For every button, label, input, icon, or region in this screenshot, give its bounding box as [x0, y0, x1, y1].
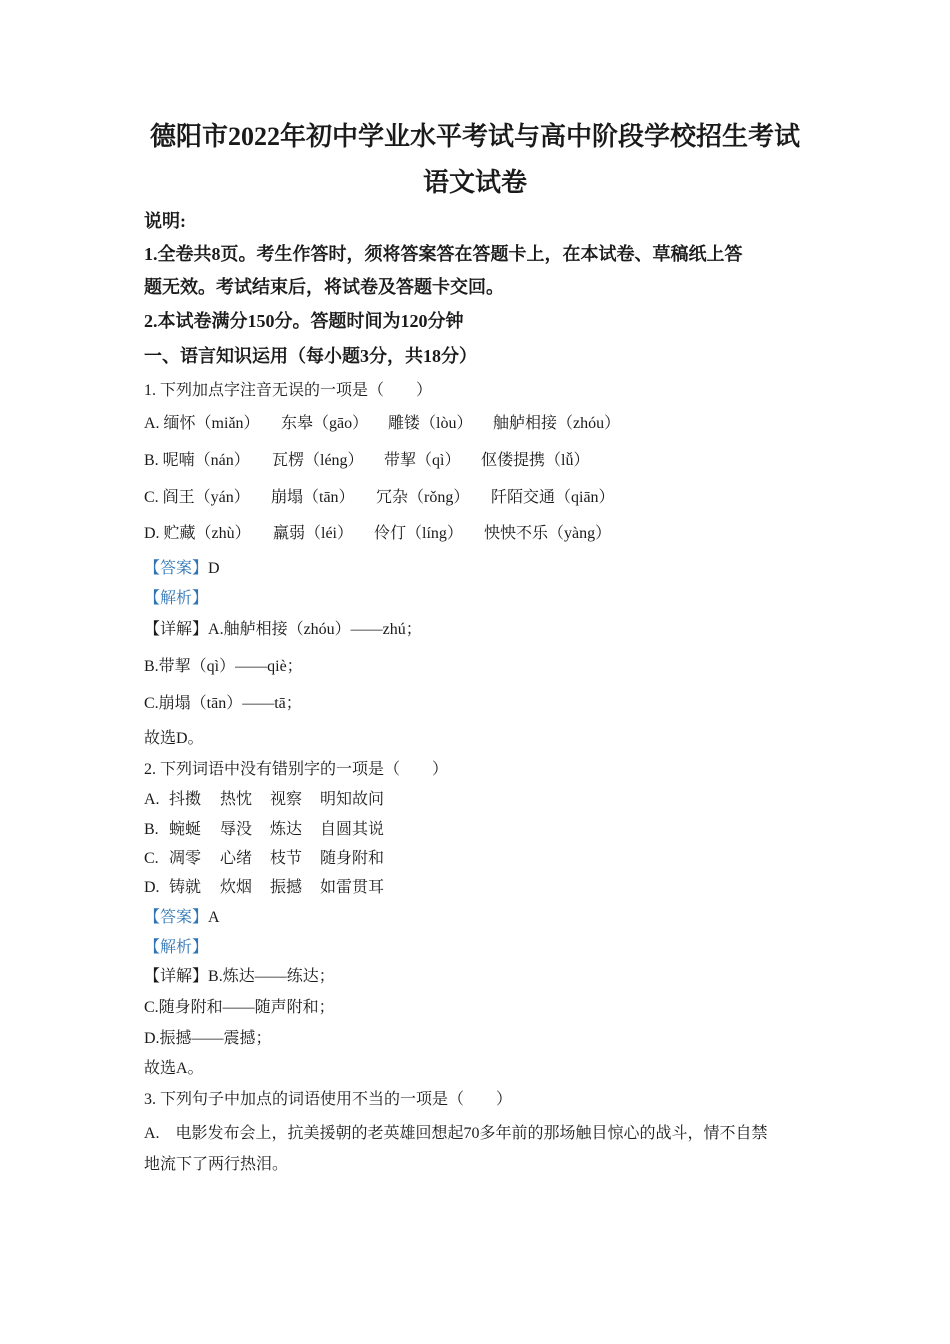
q1-d-3: 伶仃（líng） [374, 525, 463, 542]
q2-c-1: 凋零 [169, 850, 202, 867]
q2-a-1: 抖擞 [169, 791, 202, 808]
q2-b-2: 辱没 [220, 821, 253, 838]
q1-answer-tag: 【答案】 [144, 560, 209, 577]
q2-a-2: 热忱 [220, 791, 253, 808]
q1-c-1: C. 阎王（yán） [144, 489, 250, 506]
exam-title: 德阳市2022年初中学业水平考试与高中阶段学校招生考试 [149, 122, 800, 151]
exam-subtitle: 语文试卷 [422, 168, 527, 197]
section-1-heading: 一、语言知识运用（每小题3分，共18分） [144, 346, 477, 366]
q2-c-2: 心绪 [220, 850, 253, 867]
q2-detail-tag: 【详解】 [144, 968, 209, 985]
q1-detail-1 [144, 616, 824, 639]
q1-option-c [144, 484, 824, 507]
q2-conclusion: 故选A。 [144, 1060, 204, 1077]
q2-analysis-tag: 【解析】 [144, 939, 209, 956]
q2-option-b [144, 816, 824, 839]
q1-b-4: 伛偻提携（lǚ） [481, 452, 590, 469]
q1-conclusion: 故选D。 [144, 730, 204, 747]
q2-detail-2: C.随身附和——随声附和； [144, 999, 335, 1016]
q2-c-4: 随身附和 [320, 850, 385, 867]
note-1-line-2: 题无效。考试结束后，将试卷及答题卡交回。 [144, 277, 504, 297]
q2-b-4: 自圆其说 [320, 821, 385, 838]
q2-b-label: B. [144, 821, 159, 838]
q1-c-3: 冗杂（rǒng） [376, 489, 470, 506]
q2-d-3: 振撼 [270, 879, 303, 896]
q2-a-3: 视察 [270, 791, 303, 808]
q1-c-2: 崩塌（tān） [271, 489, 355, 506]
q1-answer-value: D [208, 560, 220, 577]
q2-option-c [144, 845, 824, 868]
q1-a-4: 舳舻相接（zhóu） [493, 415, 621, 432]
q1-option-a [144, 410, 824, 433]
q1-detail-1-text: A.舳舻相接（zhóu）——zhú； [208, 621, 422, 638]
q2-option-a [144, 786, 824, 809]
q1-d-4: 怏怏不乐（yàng） [484, 525, 612, 542]
q1-detail-3: C.崩塌（tān）——tā； [144, 695, 302, 712]
q1-a-2: 东皋（gāo） [281, 415, 369, 432]
q2-answer-value: A [208, 909, 220, 926]
q1-c-4: 阡陌交通（qiān） [491, 489, 615, 506]
q1-detail-2: B.带挈（qì）——qiè； [144, 658, 303, 675]
q2-answer [144, 904, 824, 927]
q2-option-d [144, 874, 824, 897]
q3-option-a-line-1: A. 电影发布会上，抗美援朝的老英雄回想起70多年前的那场触目惊心的战斗，情不自禁 [144, 1125, 768, 1142]
q2-answer-tag: 【答案】 [144, 909, 209, 926]
q1-b-1: B. 呢喃（nán） [144, 452, 250, 469]
note-1-line-1: 1.全卷共8页。考生作答时，须将答案答在答题卡上，在本试卷、草稿纸上答 [144, 244, 743, 264]
q1-b-2: 瓦楞（léng） [272, 452, 364, 469]
q2-d-4: 如雷贯耳 [320, 879, 385, 896]
q2-stem: 2. 下列词语中没有错别字的一项是（ ） [144, 761, 449, 778]
q1-analysis-tag: 【解析】 [144, 590, 209, 607]
q2-d-label: D. [144, 879, 160, 896]
q2-b-3: 炼达 [270, 821, 303, 838]
q1-stem: 1. 下列加点字注音无误的一项是（ ） [144, 382, 433, 399]
q3-stem: 3. 下列句子中加点的词语使用不当的一项是（ ） [144, 1091, 513, 1108]
q2-c-3: 枝节 [270, 850, 303, 867]
q1-detail-tag: 【详解】 [144, 621, 209, 638]
notes-heading: 说明: [144, 211, 186, 231]
q2-d-1: 铸就 [169, 879, 202, 896]
q1-option-b [144, 447, 824, 470]
q2-detail-1-text: B.炼达——练达； [208, 968, 335, 985]
q1-d-2: 羸弱（léi） [273, 525, 353, 542]
q2-a-label: A. [144, 791, 160, 808]
q2-a-4: 明知故问 [320, 791, 385, 808]
q1-d-1: D. 贮藏（zhù） [144, 525, 251, 542]
q2-b-1: 蜿蜒 [169, 821, 202, 838]
q2-d-2: 炊烟 [220, 879, 253, 896]
q1-option-d [144, 520, 824, 543]
q1-b-3: 带挈（qì） [384, 452, 461, 469]
q3-option-a-line-2: 地流下了两行热泪。 [144, 1156, 289, 1173]
note-2: 2.本试卷满分150分。答题时间为120分钟 [144, 311, 464, 331]
q1-a-1: A. 缅怀（miǎn） [144, 415, 260, 432]
q2-detail-1 [144, 963, 824, 986]
q2-detail-3: D.振撼——震撼； [144, 1030, 272, 1047]
q1-a-3: 雕镂（lòu） [388, 415, 473, 432]
q2-c-label: C. [144, 850, 159, 867]
q1-answer [144, 555, 824, 578]
